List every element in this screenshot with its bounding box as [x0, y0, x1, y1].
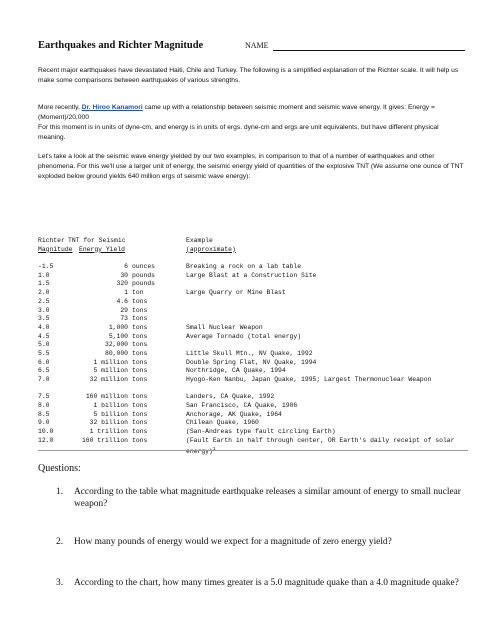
tnt-unit-cell: pounds	[132, 271, 156, 279]
tnt-amount-cell: 32 billion	[89, 419, 128, 427]
table-row	[38, 402, 468, 411]
question-3-text: According to the chart, how many times greater is a 5.0 magnitude quake than a 4.0 magnitude quake?	[74, 578, 459, 588]
intro-text-2	[38, 103, 466, 123]
tnt-unit-cell: tons	[132, 297, 148, 305]
magnitude-cell: 6.0	[38, 358, 50, 366]
worksheet-title: Earthquakes and Richter Magnitude	[38, 40, 204, 51]
example-cell: Breaking a rock on a lab table	[186, 263, 302, 271]
table-row	[38, 333, 468, 342]
questions-heading: Questions:	[38, 463, 81, 474]
footnote-marker: 1	[212, 446, 216, 452]
tnt-amount-cell: 32,000	[104, 341, 128, 349]
example-cell: (San-Andreas type fault circling Earth)	[186, 428, 336, 436]
question-2-number: 2.	[56, 537, 64, 547]
question-1-number: 1.	[56, 487, 64, 497]
magnitude-cell: 5.0	[38, 341, 50, 349]
table-row	[38, 419, 468, 428]
intro-text-3: Let's take a look at the seismic wave energy yielded by our two examples, in comparison to that of a number of earthquakes and other phenomena. For this we'll use a larger unit of energy, the seismic energy yield of quantities of the explosive TNT (We assume one ounce of TNT exploded below ground yields 640 million ergs of seismic wave energy):	[38, 153, 464, 180]
richter-energy-table	[38, 237, 468, 454]
example-cell: Double Spring Flat, NV Quake, 1994	[186, 358, 317, 366]
tnt-unit-cell: pounds	[132, 280, 156, 288]
intro-text-2c: For this moment is in units of dyne-cm, and energy is in units of ergs. dyne-cm and ergs are unit equivalents, but have different physical meaning.	[38, 124, 439, 141]
table-row	[38, 376, 468, 393]
intro-paragraph-3	[38, 152, 466, 182]
intro-text-1: Recent major earthquakes have devastated Haiti, Chile and Turkey. The following is a simplified explanation of the Richter scale. It will help us make some comparisons between earthquakes of various strengths.	[38, 67, 459, 84]
header-example: Example	[186, 237, 213, 244]
magnitude-cell: 3.0	[38, 306, 50, 314]
tnt-unit-cell: tons	[132, 410, 148, 418]
tnt-unit-cell: tons	[132, 367, 148, 375]
table-row	[38, 263, 468, 272]
tnt-unit-cell: ton	[132, 289, 144, 297]
tnt-unit-cell: ounces	[132, 263, 156, 271]
magnitude-cell: 7.5	[38, 393, 50, 401]
tnt-unit-cell: tons	[132, 358, 148, 366]
question-3-number: 3.	[56, 578, 64, 588]
magnitude-cell: 2.5	[38, 297, 50, 305]
example-cell: Little Skull Mtn., NV Quake, 1992	[186, 349, 313, 357]
table-row	[38, 272, 468, 281]
intro-text-2b: came up with a relationship between seismic moment and seismic wave energy. It gives: Energy = (Moment)/20,000	[38, 104, 435, 121]
name-label: NAME	[245, 41, 269, 50]
magnitude-cell: 1.0	[38, 271, 50, 279]
table-row	[38, 367, 468, 376]
example-cell: (Fault Earth in half through center, OR Earth's daily receipt of solar energy)$^1$	[186, 436, 455, 455]
magnitude-cell: 3.5	[38, 315, 50, 323]
question-2-text: How many pounds of energy would we expect for a magnitude of zero energy yield?	[74, 537, 392, 547]
magnitude-cell: 8.5	[38, 410, 50, 418]
tnt-amount-cell: 160 trillion	[81, 436, 128, 444]
example-cell: Chilean Quake, 1960	[186, 419, 259, 427]
example-cell: Northridge, CA Quake, 1994	[186, 367, 286, 375]
magnitude-cell: 7.0	[38, 376, 50, 383]
tnt-unit-cell: tons	[132, 332, 148, 340]
table-row	[38, 428, 468, 437]
header-energy-yield: Energy Yield	[79, 245, 126, 253]
magnitude-cell: 12.0	[38, 436, 54, 444]
header-richter: Richter	[38, 237, 65, 244]
magnitude-cell: 9.0	[38, 419, 50, 427]
section-divider	[38, 450, 468, 451]
question-1-text: According to the table what magnitude earthquake releases a similar amount of energy to small nuclear weapon?	[74, 487, 461, 509]
example-cell: Anchorage, AK Quake, 1964	[186, 410, 282, 418]
tnt-unit-cell: tons	[132, 376, 148, 383]
tnt-amount-cell: 5,100	[108, 332, 128, 340]
example-cell: Large Quarry or Mine Blast	[186, 289, 286, 297]
example-cell: Landers, CA Quake, 1992	[186, 393, 275, 401]
table-row	[38, 350, 468, 359]
magnitude-cell: 2.0	[38, 289, 50, 297]
tnt-unit-cell: tons	[132, 341, 148, 349]
example-cell: Large Blast at a Construction Site	[186, 271, 317, 279]
tnt-amount-cell: 6	[124, 263, 128, 271]
table-row	[38, 289, 468, 298]
tnt-amount-cell: 1 trillion	[89, 428, 128, 436]
example-cell: Small Nuclear Weapon	[186, 323, 263, 331]
magnitude-cell: 8.0	[38, 402, 50, 410]
example-cell: San Francisco, CA Quake, 1906	[186, 402, 298, 410]
tnt-amount-cell: 4.6	[116, 297, 128, 305]
tnt-unit-cell: tons	[132, 436, 148, 444]
table-header-row-1	[38, 237, 468, 246]
table-row	[38, 307, 468, 316]
magnitude-cell: -1.5	[38, 263, 54, 271]
table-row	[38, 341, 468, 350]
intro-paragraph-2	[38, 103, 466, 143]
table-row	[38, 437, 468, 454]
table-row	[38, 280, 468, 289]
worksheet-header	[38, 40, 468, 56]
tnt-unit-cell: tons	[132, 428, 148, 436]
tnt-amount-cell: 1 billion	[93, 402, 128, 410]
tnt-amount-cell: 1,000	[108, 323, 128, 331]
tnt-amount-cell: 1 million	[93, 358, 128, 366]
name-blank-line	[273, 50, 465, 51]
example-cell: Average Tornado (total energy)	[186, 332, 302, 340]
magnitude-cell: 10.0	[38, 428, 54, 436]
tnt-amount-cell: 5 billion	[93, 410, 128, 418]
tnt-unit-cell: tons	[132, 402, 148, 410]
table-body	[38, 263, 468, 454]
intro-text-2a: More recently,	[38, 104, 82, 111]
tnt-unit-cell: tons	[132, 306, 148, 314]
table-row	[38, 315, 468, 324]
header-approximate: (approximate)	[186, 245, 236, 253]
tnt-amount-cell: 5 million	[93, 367, 128, 375]
tnt-amount-cell: 1	[124, 289, 128, 297]
tnt-unit-cell: tons	[132, 393, 148, 401]
header-magnitude: Magnitude	[38, 245, 73, 253]
magnitude-cell: 6.5	[38, 367, 50, 375]
table-row	[38, 324, 468, 333]
tnt-amount-cell: 32 million	[89, 376, 128, 383]
tnt-amount-cell: 80,000	[104, 349, 128, 357]
tnt-amount-cell: 320	[116, 280, 128, 288]
magnitude-cell: 1.5	[38, 280, 50, 288]
magnitude-cell: 5.5	[38, 349, 50, 357]
example-cell: Hyogo-Ken Nanbu, Japan Quake, 1995; Largest Thermonuclear Weapon	[186, 376, 432, 383]
header-tnt: TNT for Seismic	[68, 237, 126, 244]
table-row	[38, 411, 468, 420]
kanamori-link[interactable]: Dr. Hiroo Kanamori	[81, 104, 143, 111]
table-spacer	[38, 254, 468, 263]
tnt-unit-cell: tons	[132, 323, 148, 331]
table-header-row-2	[38, 246, 468, 255]
table-row	[38, 359, 468, 368]
tnt-amount-cell: 29	[120, 306, 128, 314]
tnt-amount-cell: 73	[120, 315, 128, 323]
tnt-unit-cell: tons	[132, 315, 148, 323]
intro-paragraph-1	[38, 66, 466, 86]
tnt-unit-cell: tons	[132, 419, 148, 427]
tnt-unit-cell: tons	[132, 349, 148, 357]
table-row	[38, 393, 468, 402]
tnt-amount-cell: 160 million	[85, 393, 128, 401]
magnitude-cell: 4.5	[38, 332, 50, 340]
magnitude-cell: 4.0	[38, 323, 50, 331]
table-row	[38, 298, 468, 307]
tnt-amount-cell: 30	[120, 271, 128, 279]
